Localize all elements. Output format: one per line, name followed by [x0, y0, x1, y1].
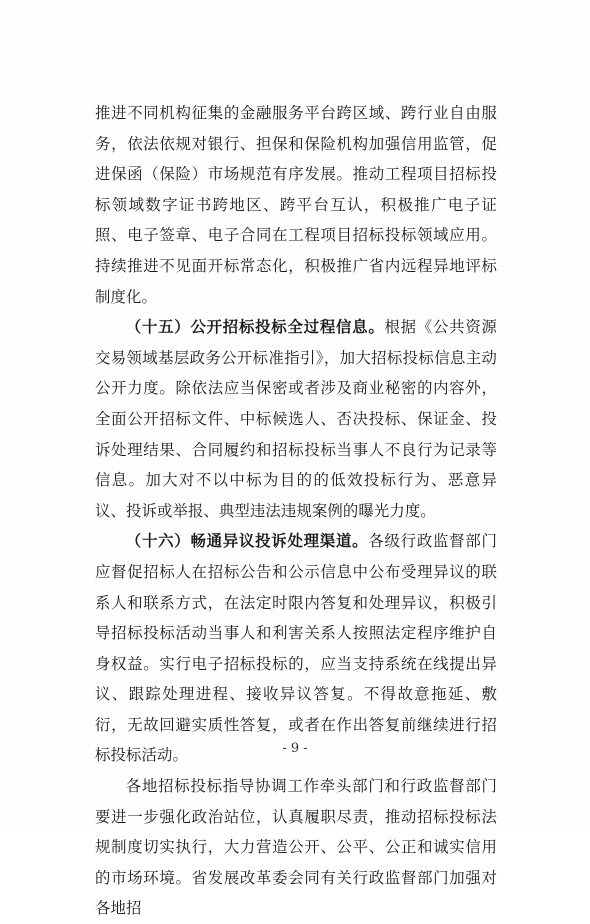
page-number: - 9 -	[282, 741, 308, 756]
paragraph-4-text: 各地招标投标指导协调工作牵头部门和行政监督部门要进一步强化政治站位，认真履职尽责，推动招标投标法规制度切实执行，大力营造公开、公平、公正和诚实信用的市场环境。省发展改革委会同有关行政监督部门加强对各地招	[95, 777, 497, 918]
paragraph-1-text: 推进不同机构征集的金融服务平台跨区域、跨行业自由服务，依法依规对银行、担保和保险机构加强信用监管，促进保函（保险）市场规范有序发展。推动工程项目招标投标领域数字证书跨地区、跨平台互认，积极推广电子证照、电子签章、电子合同在工程项目招标投标领域应用。持续推进不见面开标常态化，积极推广省内远程异地评标制度化。	[95, 104, 497, 306]
paragraph-2-text: 根据《公共资源交易领域基层政务公开标准指引》，加大招标投标信息主动公开力度。除依法应当保密或者涉及商业秘密的内容外，全面公开招标文件、中标候选人、否决投标、保证金、投诉处理结果、合同履约和招标投标当事人不良行为记录等信息。加大对不以中标为目的的低效投标行为、恶意异议、投诉或举报、典型违法违规案例的曝光力度。	[95, 318, 497, 520]
paragraph-2-heading: （十五）公开招标投标全过程信息。	[125, 318, 385, 337]
document-body	[95, 98, 497, 924]
paragraph-4	[95, 771, 497, 924]
paragraph-3	[95, 526, 497, 771]
paragraph-3-heading: （十六）畅通异议投诉处理渠道。	[125, 532, 369, 551]
paragraph-3-text: 各级行政监督部门应督促招标人在招标公告和公示信息中公布受理异议的联系人和联系方式，在法定时限内答复和处理异议，积极引导招标投标活动当事人和利害关系人按照法定程序维护自身权益。实行电子招标投标的，应当支持系统在线提出异议、跟踪处理进程、接收异议答复。不得故意拖延、敷衍，无故回避实质性答复，或者在作出答复前继续进行招标投标活动。	[95, 532, 497, 765]
paragraph-1	[95, 98, 497, 312]
paragraph-2	[95, 312, 497, 526]
